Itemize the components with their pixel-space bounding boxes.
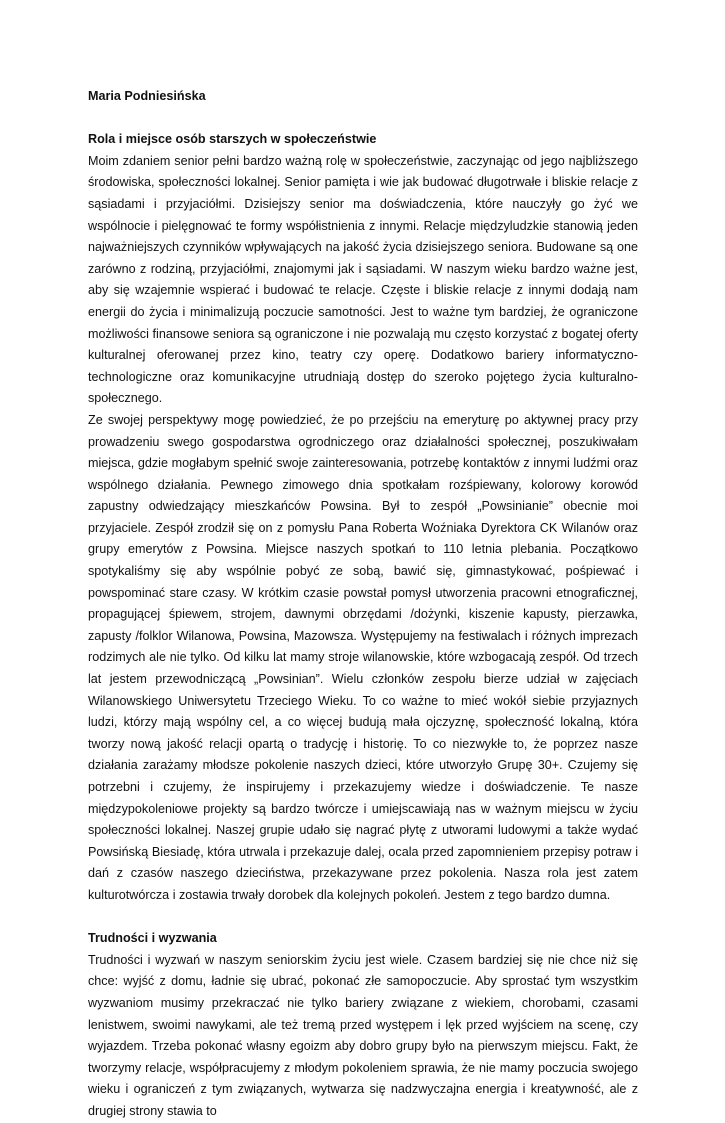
document-page — [88, 86, 638, 1123]
author-name: Maria Podniesińska — [88, 89, 206, 103]
section-heading-role: Rola i miejsce osób starszych w społeczeństwie — [88, 132, 377, 147]
paragraph-role-powsinianie: Ze swojej perspektywy mogę powiedzieć, że po przejściu na emeryturę po aktywnej pracy przy prowadzeniu swego gospodarstwa ogrodniczego oraz działalności społecznej, poszukiwałam miejsca, gdzie mogłabym spełnić swoje zainteresowania, potrzebę kontaktów z innymi ludźmi oraz wspólnego działania. Pewnego zimowego dnia spotkałam rozśpiewany, kolorowy korowód zapustny odwiedzający mieszkańców Powsina. Był to zespół „Powsinianie” obecnie moi przyjaciele. Zespół zrodził się on z pomysłu Pana Roberta Woźniaka Dyrektora CK Wilanów oraz grupy emerytów z Powsina. Miejsce naszych spotkań to 110 letnia plebania. Początkowo spotykaliśmy się aby wspólnie pobyć ze sobą, bawić się, gimnastykować, pośpiewać i powspominać stare czasy. W krótkim czasie powstał pomysł utworzenia pracowni etnograficznej, propagującej śpiewem, strojem, dawnymi obrzędami /dożynki, kiszenie kapusty, pierzawka, zapusty /folklor Wilanowa, Powsina, Mazowsza. Występujemy na festiwalach i różnych imprezach rodzimych ale nie tylko. Od kilku lat mamy stroje wilanowskie, które wzbogacają zespół. Od trzech lat jestem przewodniczącą „Powsinian”. Wielu członków zespołu bierze udział w zajęciach Wilanowskiego Uniwersytetu Trzeciego Wieku. To co ważne to mieć wokół siebie przyjaznych ludzi, którzy mają wspólny cel, a co więcej budują mała ojczyznę, społeczność lokalną, która tworzy nową jakość relacji opartą o tradycję i historię. To co niezwykłe to, że poprzez nasze działania zarażamy młodsze pokolenie naszych dzieci, które utworzyło Grupę 30+. Czujemy się potrzebni i czujemy, że inspirujemy i przekazujemy wiedze i doświadczenie. Te nasze międzypokoleniowe projekty są bardzo twórcze i umiejscawiają nas w ważnym miejscu w życiu społeczności lokalnej. Naszej grupie udało się nagrać płytę z utworami ludowymi a także wydać Powsińską Biesiadę, która utrwala i przekazuje dalej, ocala przed zapomnieniem przepisy potraw i dań z czasów naszego dzieciństwa, przekazywane przez pokolenia. Nasza rola jest zatem kulturotwórcza i zostawia trwały dorobek dla kolejnych pokoleń. Jestem z tego bardzo dumna. — [88, 412, 638, 902]
paragraph-challenges: Trudności i wyzwań w naszym seniorskim życiu jest wiele. Czasem bardziej się nie chce niż się chce: wyjść z domu, ładnie się ubrać, pokonać złe samopoczucie. Aby sprostać tym wszystkim wyzwaniom musimy przekraczać nie tylko bariery związane z wiekiem, chorobami, czasami lenistwem, swoimi nawykami, ale też tremą przed występem i lęk przed wyjściem na scenę, czy wyjazdem. Trzeba pokonać własny egoizm aby dobro grupy było na pierwszym miejscu. Fakt, że tworzymy relacje, współpracujemy z młodym pokoleniem sprawia, że nie mamy poczucia swojego wieku i ograniczeń z tym związanych, wytwarza się nadzwyczajna energia i kreatywność, ale z drugiej strony stawia to — [88, 952, 638, 1118]
paragraph-spacer — [88, 907, 638, 929]
section-heading-challenges: Trudności i wyzwania — [88, 931, 217, 946]
paragraph-role-intro: Moim zdaniem senior pełni bardzo ważną rolę w społeczeństwie, zaczynając od jego najbliższego środowiska, społeczności lokalnej. Senior pamięta i wie jak budować długotrwałe i bliskie relacje z sąsiadami i przyjaciółmi. Dzisiejszy senior ma doświadczenia, które nauczyły go żyć we wspólnocie i pielęgnować te formy współistnienia z innymi. Relacje międzyludzkie stanowią jeden najważniejszych czynników wpływających na jakość życia dzisiejszego seniora. Budowane są one zarówno z rodziną, przyjaciółmi, znajomymi jak i sąsiadami. W naszym wieku bardzo ważne jest, aby się wzajemnie wspierać i budować te relacje. Częste i bliskie relacje z innymi dodają nam energii do życia i minimalizują poczucie samotności. Jest to ważne tym bardziej, że ograniczone możliwości finansowe seniora są ograniczone i nie pozwalają mu często korzystać z bogatej oferty kulturalnej oferowanej przez kino, teatry czy operę. Dodatkowo bariery informatyczno-technologiczne oraz komunikacyjne utrudniają dostęp do szeroko pojętego życia kulturalno-społecznego. — [88, 153, 638, 406]
